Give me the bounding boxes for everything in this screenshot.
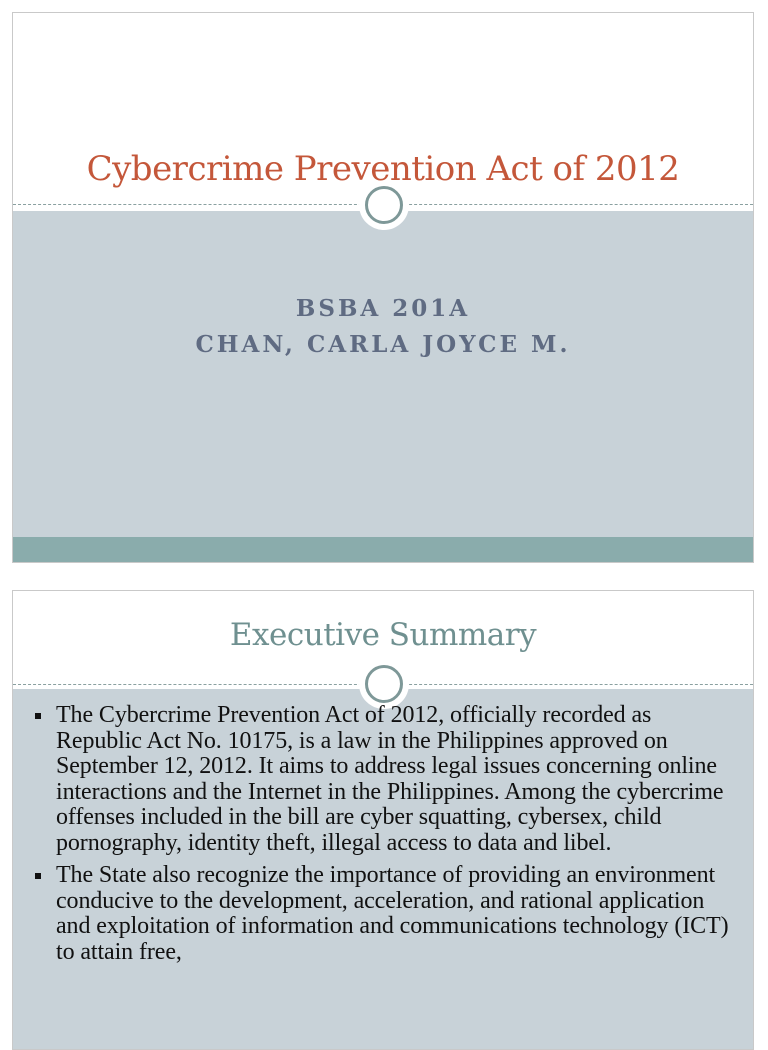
author-name: CHAN, CARLA JOYCE M. <box>195 331 571 358</box>
summary-bullet-list <box>29 703 739 972</box>
list-item <box>29 863 739 965</box>
square-bullet-icon <box>35 873 41 879</box>
slide-title: Executive Summary <box>229 617 537 653</box>
list-item <box>29 703 739 856</box>
executive-summary-slide <box>12 590 754 1050</box>
bullet-text: The Cybercrime Prevention Act of 2012, officially recorded as Republic Act No. 10175, is a law in the Philippines approved on September 12, 2012. It aims to address legal issues concerning online interactions and the Internet in the Philippines. Among the cybercrime offenses included in the bill are cyber squatting, cybersex, child pornography, identity theft, illegal access to data and libel. <box>56 702 724 856</box>
subtitle-panel <box>13 211 753 537</box>
bullet-text: The State also recognize the importance of providing an environment conducive to the development, acceleration, and rational application and exploitation of information and communications technology (ICT) to attain free, <box>56 862 729 965</box>
square-bullet-icon <box>35 713 41 719</box>
footer-band <box>13 537 753 563</box>
class-section: BSBA 201A <box>295 295 471 322</box>
presentation-title: Cybercrime Prevention Act of 2012 <box>86 149 680 189</box>
title-slide <box>12 12 754 563</box>
